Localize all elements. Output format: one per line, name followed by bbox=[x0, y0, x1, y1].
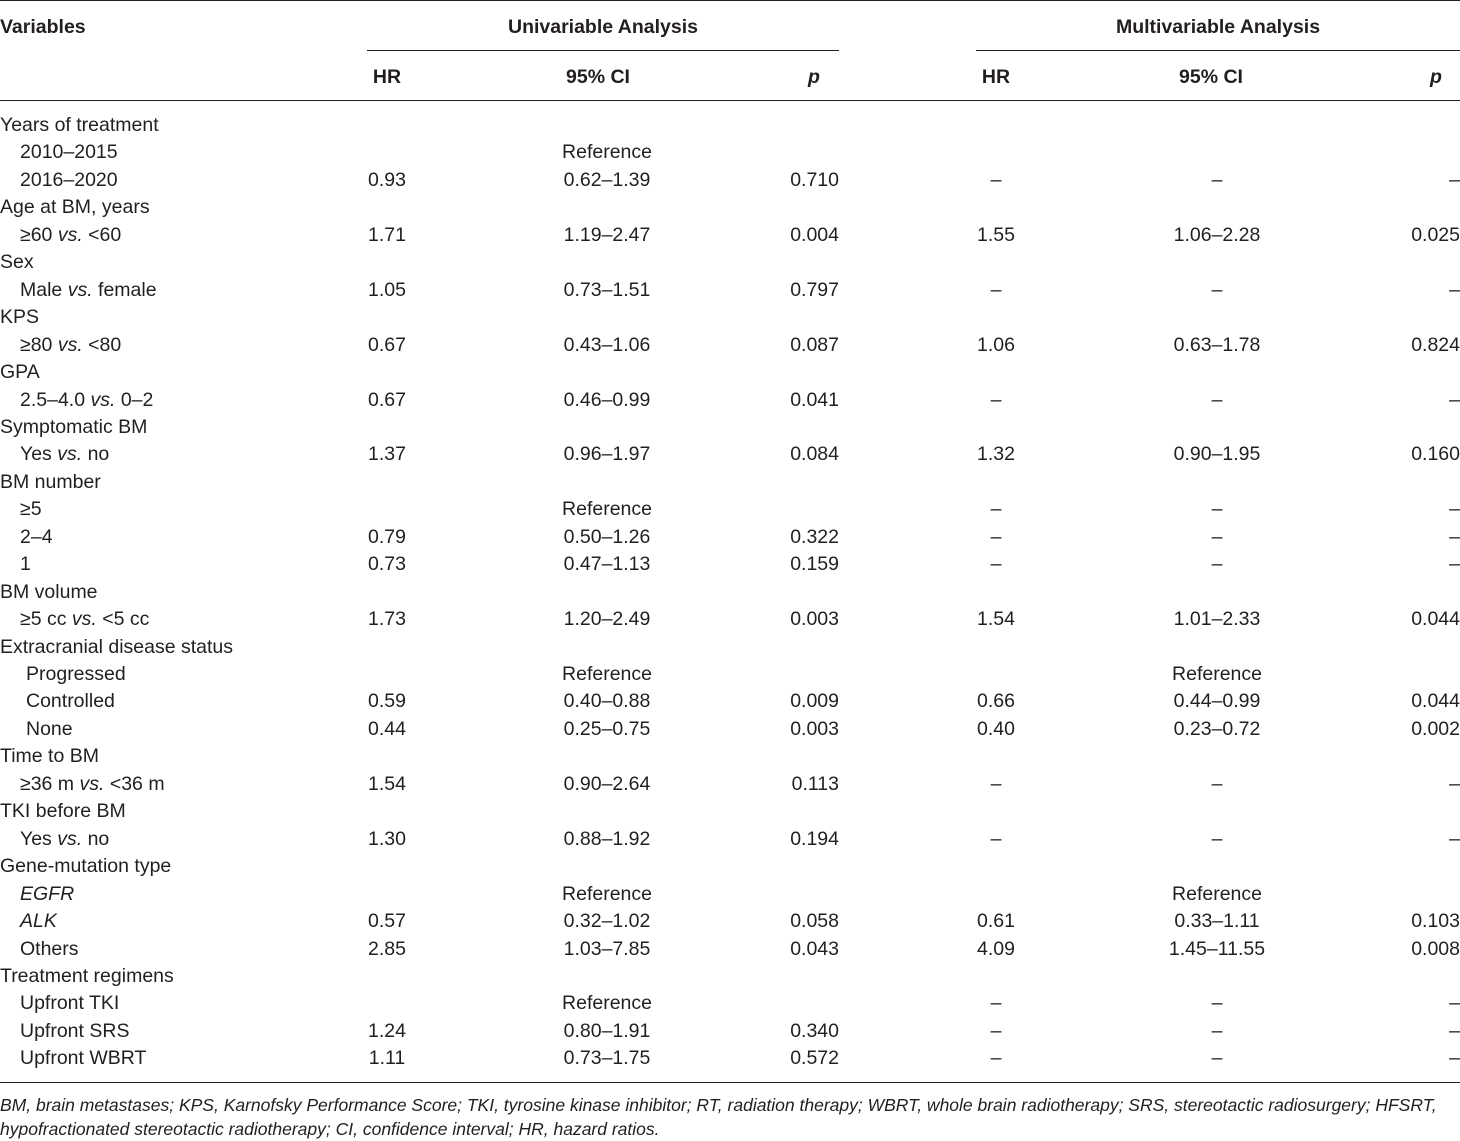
cell-u-hr: 0.59 bbox=[368, 690, 406, 713]
cell-m-hr: – bbox=[990, 1019, 1002, 1042]
cell-u-ci: 0.40–0.88 bbox=[563, 690, 651, 713]
row-label: Progressed bbox=[26, 663, 126, 685]
cell-m-hr: – bbox=[990, 827, 1002, 850]
row-label: Upfront SRS bbox=[20, 1019, 130, 1042]
cell-u-hr: 0.67 bbox=[368, 388, 406, 411]
row-label-part: no bbox=[82, 827, 110, 850]
header-u-hr: HR bbox=[372, 66, 402, 88]
table-row bbox=[0, 332, 1460, 359]
row-label: Years of treatment bbox=[0, 114, 159, 136]
cell-m-ci: 0.63–1.78 bbox=[1173, 333, 1261, 356]
header-m-ci: 95% CI bbox=[1179, 66, 1243, 88]
row-label: GPA bbox=[0, 361, 40, 384]
row-label-vs: vs. bbox=[57, 223, 83, 246]
row-label: Controlled bbox=[26, 690, 115, 713]
cell-m-hr: – bbox=[990, 278, 1002, 301]
table-row bbox=[0, 853, 1460, 880]
table-row bbox=[0, 277, 1460, 304]
cell-u-ci: 0.32–1.02 bbox=[563, 910, 651, 933]
cell-m-p: – bbox=[1449, 278, 1460, 301]
cell-u-hr: 0.93 bbox=[368, 168, 406, 191]
cell-m-hr: 4.09 bbox=[977, 937, 1015, 960]
cell-m-ci: – bbox=[1211, 168, 1223, 191]
row-label: Sex bbox=[0, 251, 34, 274]
table-row bbox=[0, 524, 1460, 551]
header-m-hr: HR bbox=[981, 66, 1011, 88]
cell-u-ci: 0.62–1.39 bbox=[563, 168, 651, 191]
cell-m-ci: – bbox=[1211, 1019, 1223, 1042]
cell-m-hr: – bbox=[990, 992, 1002, 1015]
cell-u-ci: Reference bbox=[562, 141, 652, 164]
cell-u-ci: 1.20–2.49 bbox=[563, 608, 651, 631]
cell-u-ci: 0.25–0.75 bbox=[563, 717, 651, 740]
row-label: Upfront TKI bbox=[20, 992, 120, 1015]
cell-u-p: 0.113 bbox=[791, 772, 839, 795]
cell-m-hr: – bbox=[990, 525, 1002, 548]
cell-m-hr: – bbox=[990, 388, 1002, 411]
row-label bbox=[20, 771, 165, 798]
row-label-part: Male bbox=[20, 278, 68, 301]
univariable-underline bbox=[367, 50, 839, 51]
table-row bbox=[0, 936, 1460, 963]
row-label: Treatment regimens bbox=[0, 964, 174, 987]
header-m-p: p bbox=[1430, 66, 1442, 88]
cell-u-hr: 1.05 bbox=[368, 278, 406, 301]
cell-m-ci: 0.90–1.95 bbox=[1173, 443, 1261, 466]
cell-m-ci: – bbox=[1211, 992, 1223, 1015]
cell-m-hr: 1.55 bbox=[977, 223, 1015, 246]
cell-u-ci: Reference bbox=[562, 498, 652, 521]
table-row bbox=[0, 222, 1460, 249]
table-row bbox=[0, 606, 1460, 633]
cell-u-ci: 0.80–1.91 bbox=[563, 1019, 651, 1042]
row-label bbox=[20, 332, 121, 359]
cell-m-p: 0.002 bbox=[1411, 717, 1460, 740]
row-label: EGFR bbox=[20, 882, 75, 905]
table-row bbox=[0, 579, 1460, 606]
cell-u-hr: 1.37 bbox=[368, 443, 406, 466]
cell-m-hr: 0.66 bbox=[977, 690, 1015, 713]
row-label-part: ≥36 m bbox=[20, 772, 80, 795]
row-label-part: <60 bbox=[82, 223, 122, 246]
table-row bbox=[0, 414, 1460, 441]
cell-m-ci: 1.01–2.33 bbox=[1173, 608, 1261, 631]
cell-u-hr: 1.71 bbox=[368, 223, 406, 246]
header-u-ci: 95% CI bbox=[566, 66, 630, 88]
cell-m-ci: – bbox=[1211, 278, 1223, 301]
row-label: KPS bbox=[0, 306, 40, 329]
row-label: None bbox=[26, 717, 73, 740]
row-label-vs: vs. bbox=[57, 443, 83, 466]
cell-m-p: 0.824 bbox=[1411, 333, 1460, 356]
table-row bbox=[0, 688, 1460, 715]
cell-u-p: 0.087 bbox=[790, 333, 839, 356]
row-label: BM volume bbox=[0, 580, 98, 603]
row-label: Upfront WBRT bbox=[20, 1047, 147, 1070]
row-label bbox=[20, 222, 121, 249]
cell-u-hr: 0.57 bbox=[368, 910, 406, 933]
cell-m-hr: – bbox=[990, 498, 1002, 521]
row-label: BM number bbox=[0, 470, 101, 493]
cell-m-p: – bbox=[1449, 827, 1460, 850]
cell-m-ci: – bbox=[1211, 553, 1223, 576]
row-label: ALK bbox=[20, 910, 57, 933]
cell-m-ci: – bbox=[1211, 772, 1223, 795]
table-row bbox=[0, 716, 1460, 743]
cell-u-p: 0.003 bbox=[790, 717, 839, 740]
table-row bbox=[0, 1045, 1460, 1072]
row-label-vs: vs. bbox=[90, 388, 116, 411]
cell-u-ci: 0.50–1.26 bbox=[563, 525, 651, 548]
cell-u-p: 0.797 bbox=[790, 278, 839, 301]
cell-m-ci: 0.44–0.99 bbox=[1173, 690, 1261, 713]
header-rule bbox=[0, 100, 1460, 101]
cell-u-p: 0.340 bbox=[790, 1019, 839, 1042]
cell-u-ci: 1.03–7.85 bbox=[563, 937, 651, 960]
cell-m-p: – bbox=[1449, 168, 1460, 191]
cell-m-p: – bbox=[1449, 525, 1460, 548]
cell-u-p: 0.043 bbox=[790, 937, 839, 960]
row-label-part: ≥80 bbox=[20, 333, 58, 356]
cell-m-p: – bbox=[1449, 388, 1460, 411]
cell-m-p: – bbox=[1449, 553, 1460, 576]
cell-u-hr: 0.79 bbox=[368, 525, 406, 548]
row-label-vs: vs. bbox=[71, 608, 97, 631]
table-row bbox=[0, 634, 1460, 661]
cell-m-hr: – bbox=[990, 168, 1002, 191]
cell-m-ci: Reference bbox=[1172, 882, 1262, 905]
cell-u-p: 0.322 bbox=[790, 525, 839, 548]
cell-m-p: 0.044 bbox=[1411, 690, 1460, 713]
cell-m-p: 0.044 bbox=[1411, 608, 1460, 631]
table-row bbox=[0, 826, 1460, 853]
bottom-rule bbox=[0, 1082, 1460, 1083]
cell-m-ci: 0.33–1.11 bbox=[1174, 910, 1260, 933]
row-label-vs: vs. bbox=[79, 772, 105, 795]
cell-m-hr: 1.54 bbox=[977, 608, 1015, 631]
cell-u-p: 0.009 bbox=[790, 690, 839, 713]
row-label-part: female bbox=[92, 278, 157, 301]
cell-u-ci: Reference bbox=[562, 663, 652, 685]
cell-m-ci: 1.45–11.55 bbox=[1168, 937, 1266, 960]
cell-u-ci: 0.47–1.13 bbox=[563, 553, 651, 576]
table-row bbox=[0, 304, 1460, 331]
cell-u-hr: 0.67 bbox=[368, 333, 406, 356]
row-label-part: 2.5–4.0 bbox=[20, 388, 91, 411]
header-univariable: Univariable Analysis bbox=[507, 16, 699, 38]
cell-u-p: 0.710 bbox=[790, 168, 839, 191]
cell-m-hr: – bbox=[990, 1047, 1002, 1070]
table-row bbox=[0, 139, 1460, 166]
row-label: TKI before BM bbox=[0, 800, 126, 823]
row-label-vs: vs. bbox=[57, 827, 83, 850]
table-row bbox=[0, 1018, 1460, 1045]
cell-m-p: 0.008 bbox=[1411, 937, 1460, 960]
cell-m-p: – bbox=[1449, 1047, 1460, 1070]
row-label-part: <36 m bbox=[104, 772, 165, 795]
table-row bbox=[0, 881, 1460, 908]
cell-u-ci: 0.88–1.92 bbox=[563, 827, 651, 850]
cell-u-p: 0.159 bbox=[790, 553, 839, 576]
row-label-part: <80 bbox=[82, 333, 122, 356]
cell-u-hr: 0.44 bbox=[368, 717, 406, 740]
row-label-vs: vs. bbox=[57, 333, 83, 356]
row-label: 2010–2015 bbox=[20, 141, 118, 164]
table-row bbox=[0, 167, 1460, 194]
cell-u-ci: 0.73–1.51 bbox=[563, 278, 651, 301]
cell-m-p: – bbox=[1449, 992, 1460, 1015]
cell-u-ci: 1.19–2.47 bbox=[563, 223, 651, 246]
table-row bbox=[0, 743, 1460, 770]
cell-m-ci: – bbox=[1211, 498, 1223, 521]
table-row bbox=[0, 551, 1460, 578]
row-label-part: ≥5 cc bbox=[20, 608, 72, 631]
cell-u-ci: Reference bbox=[562, 882, 652, 905]
row-label-part: no bbox=[82, 443, 110, 466]
header-u-p: p bbox=[808, 66, 820, 88]
table-row bbox=[0, 771, 1460, 798]
cell-m-p: 0.103 bbox=[1411, 910, 1460, 933]
cell-m-hr: 0.40 bbox=[977, 717, 1015, 740]
row-label: 2016–2020 bbox=[20, 168, 118, 191]
table-row bbox=[0, 359, 1460, 386]
row-label: ≥5 bbox=[20, 498, 42, 521]
cell-m-p: – bbox=[1449, 498, 1460, 521]
cell-u-hr: 2.85 bbox=[368, 937, 406, 960]
cell-u-hr: 1.30 bbox=[368, 827, 406, 850]
row-label: 2–4 bbox=[20, 525, 53, 548]
row-label-part: 0–2 bbox=[115, 388, 154, 411]
row-label: Gene-mutation type bbox=[0, 855, 172, 878]
cell-u-ci: Reference bbox=[562, 992, 652, 1015]
row-label-part: Yes bbox=[20, 827, 58, 850]
cell-m-p: – bbox=[1449, 1019, 1460, 1042]
header-variables: Variables bbox=[0, 16, 86, 38]
table-row bbox=[0, 112, 1460, 139]
table-row bbox=[0, 963, 1460, 990]
row-label bbox=[20, 277, 157, 304]
table-row bbox=[0, 908, 1460, 935]
row-label bbox=[20, 441, 109, 468]
cell-m-p: 0.160 bbox=[1411, 443, 1460, 466]
cell-u-ci: 0.43–1.06 bbox=[563, 333, 651, 356]
row-label: Symptomatic BM bbox=[0, 415, 148, 438]
row-label: Extracranial disease status bbox=[0, 635, 234, 658]
cell-u-ci: 0.73–1.75 bbox=[563, 1047, 651, 1070]
row-label bbox=[20, 826, 109, 853]
cell-m-ci: – bbox=[1211, 827, 1223, 850]
cell-u-ci: 0.96–1.97 bbox=[563, 443, 651, 466]
cell-m-ci: 1.06–2.28 bbox=[1173, 223, 1261, 246]
table-row bbox=[0, 990, 1460, 1017]
row-label: Others bbox=[20, 937, 79, 960]
cell-u-hr: 0.73 bbox=[368, 553, 406, 576]
cell-m-p: – bbox=[1449, 772, 1460, 795]
cell-u-p: 0.058 bbox=[790, 910, 839, 933]
cell-m-hr: 1.32 bbox=[977, 443, 1015, 466]
table-footnote: BM, brain metastases; KPS, Karnofsky Performance Score; TKI, tyrosine kinase inhibitor; RT, radiation therapy; WBRT, whole brain radiotherapy; SRS, stereotactic radiosurgery; HFSRT, hypofractionated stereotactic radiotherapy; CI, confidence interval; HR, hazard ratios. bbox=[0, 1095, 1437, 1139]
multivariable-underline bbox=[976, 50, 1460, 51]
table-row bbox=[0, 661, 1460, 688]
row-label-part: ≥60 bbox=[20, 223, 58, 246]
table-row bbox=[0, 496, 1460, 523]
cell-u-p: 0.084 bbox=[790, 443, 839, 466]
row-label-part: Yes bbox=[20, 443, 58, 466]
cell-m-ci: – bbox=[1211, 525, 1223, 548]
table-row bbox=[0, 387, 1460, 414]
row-label-vs: vs. bbox=[67, 278, 93, 301]
row-label: 1 bbox=[20, 553, 31, 576]
cell-u-hr: 1.24 bbox=[368, 1019, 406, 1042]
cell-u-p: 0.041 bbox=[790, 388, 839, 411]
cell-u-ci: 0.90–2.64 bbox=[563, 772, 651, 795]
cell-u-p: 0.194 bbox=[790, 827, 839, 850]
table-row bbox=[0, 798, 1460, 825]
cell-m-hr: – bbox=[990, 772, 1002, 795]
cell-m-ci: 0.23–0.72 bbox=[1173, 717, 1261, 740]
table-row bbox=[0, 249, 1460, 276]
row-label: Time to BM bbox=[0, 745, 99, 768]
cell-m-ci: Reference bbox=[1172, 663, 1262, 685]
cell-m-hr: 0.61 bbox=[977, 910, 1015, 933]
cell-u-p: 0.003 bbox=[790, 608, 839, 631]
row-label bbox=[20, 387, 153, 414]
table-row bbox=[0, 441, 1460, 468]
cell-m-ci: – bbox=[1211, 388, 1223, 411]
table-row bbox=[0, 469, 1460, 496]
cell-u-ci: 0.46–0.99 bbox=[563, 388, 651, 411]
cell-u-hr: 1.73 bbox=[368, 608, 406, 631]
row-label bbox=[20, 606, 149, 633]
cell-u-hr: 1.54 bbox=[368, 772, 406, 795]
row-label-part: <5 cc bbox=[96, 608, 150, 631]
cell-u-hr: 1.11 bbox=[368, 1047, 406, 1070]
row-label: Age at BM, years bbox=[0, 196, 150, 219]
cell-m-hr: – bbox=[990, 553, 1002, 576]
top-rule bbox=[0, 0, 1460, 1]
cell-m-ci: – bbox=[1211, 1047, 1223, 1070]
header-multivariable: Multivariable Analysis bbox=[1115, 16, 1321, 38]
cell-m-hr: 1.06 bbox=[977, 333, 1015, 356]
table-row bbox=[0, 194, 1460, 221]
cell-m-p: 0.025 bbox=[1411, 223, 1460, 246]
cell-u-p: 0.572 bbox=[790, 1047, 839, 1070]
cell-u-p: 0.004 bbox=[790, 223, 839, 246]
